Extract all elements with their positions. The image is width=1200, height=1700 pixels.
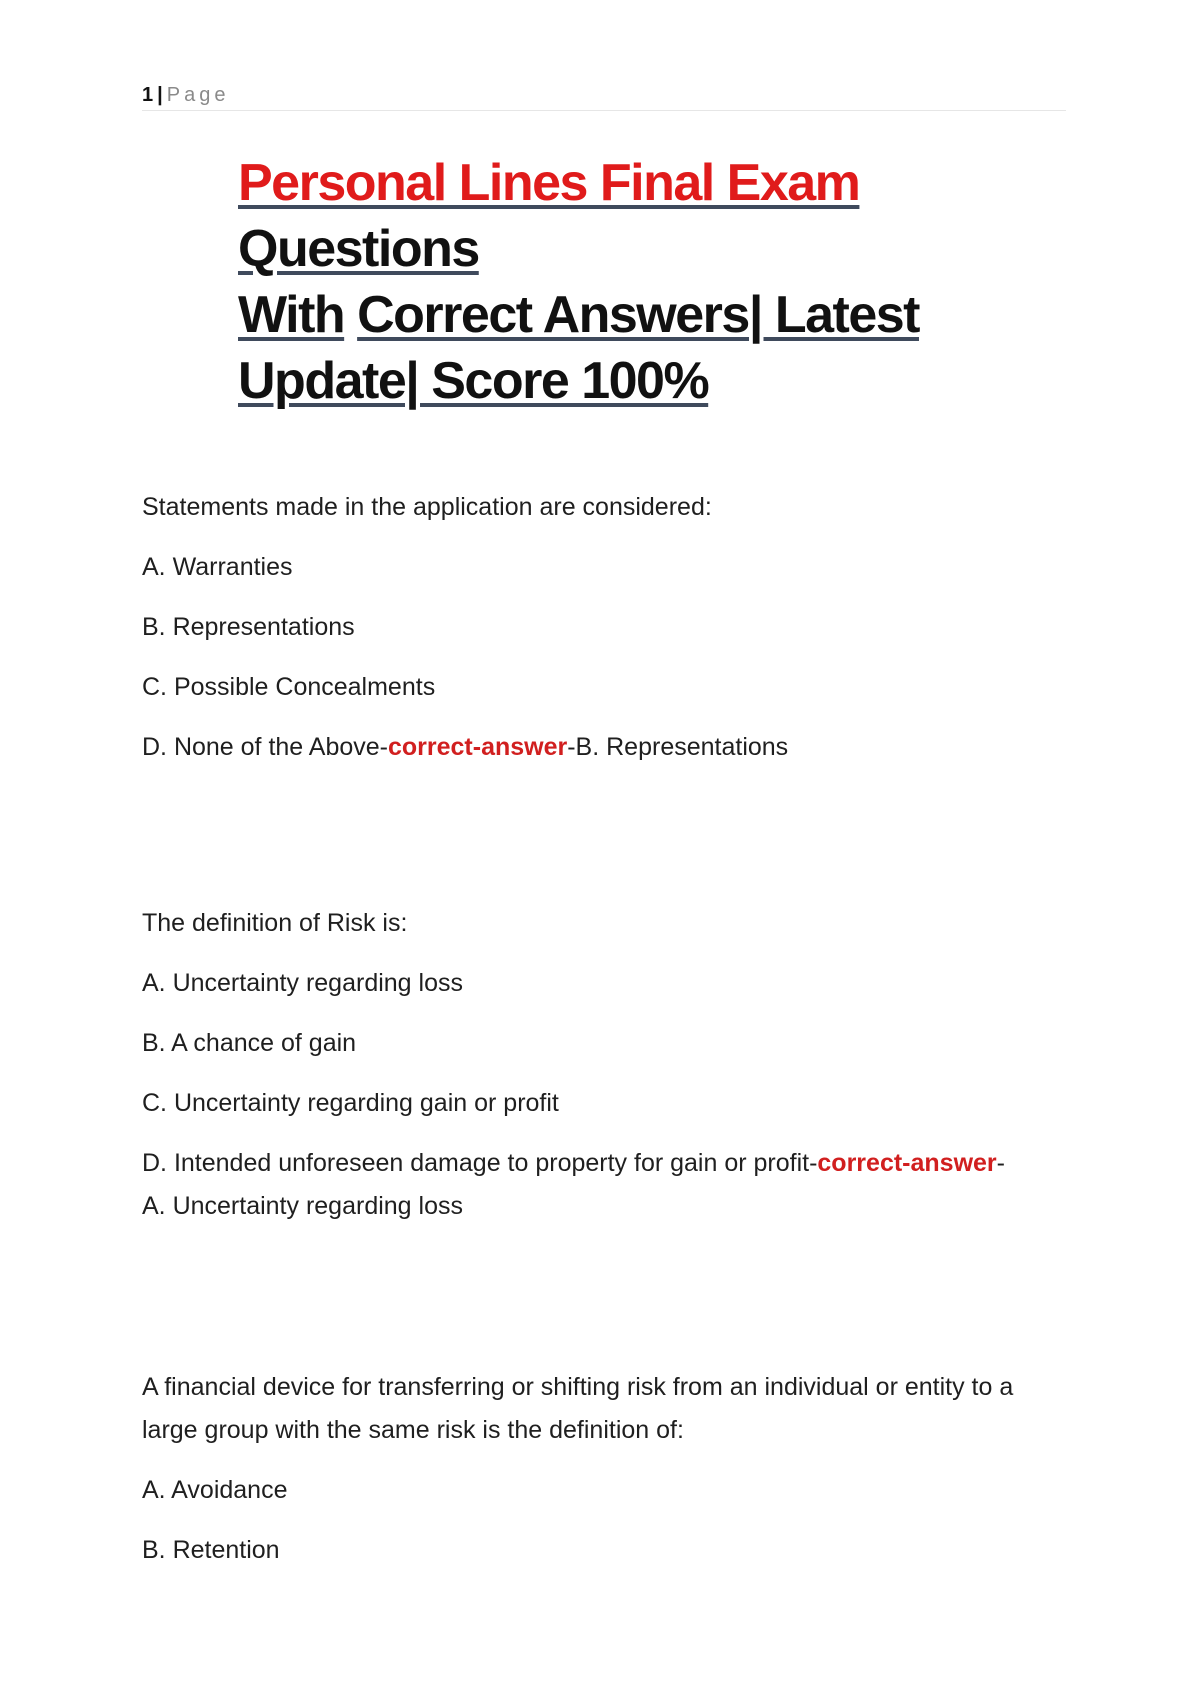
correct-answer-label: correct-answer	[387, 733, 568, 761]
page-label: Page	[166, 84, 230, 106]
option-d-text: D. Intended unforeseen damage to property for gain or profit-	[142, 1149, 818, 1177]
option-c: C. Uncertainty regarding gain or profit	[142, 1089, 559, 1117]
option-c: C. Possible Concealments	[142, 673, 436, 701]
option-a: A. Warranties	[142, 553, 293, 581]
page-number: 1	[142, 84, 154, 106]
question-3	[142, 1366, 1042, 1572]
title-part-update: Update| Score 100%	[238, 352, 709, 410]
question-1	[142, 486, 1042, 769]
question-stem: A financial device for transferring or shifting risk from an individual or entity to a large group with the same risk is the definition of:	[142, 1373, 1014, 1444]
page-separator: |	[157, 84, 163, 106]
correct-answer-label: correct-answer	[817, 1149, 997, 1177]
answer-text: -	[996, 1149, 1005, 1177]
title-part-correct-answers: Correct Answers| Latest	[357, 286, 919, 344]
option-a: A. Avoidance	[142, 1476, 288, 1504]
option-d-text: D. None of the Above-	[142, 733, 388, 761]
question-stem: Statements made in the application are considered:	[142, 493, 712, 521]
question-stem: The definition of Risk is:	[142, 909, 408, 937]
option-b: B. A chance of gain	[142, 1029, 357, 1057]
document-title	[238, 150, 1078, 414]
option-b: B. Representations	[142, 613, 355, 641]
title-part-with: With	[238, 286, 345, 344]
option-d	[142, 726, 1042, 769]
page-header	[142, 80, 1066, 111]
option-d	[142, 1142, 1042, 1185]
option-a: A. Uncertainty regarding loss	[142, 969, 463, 997]
answer-text: -B. Representations	[567, 733, 789, 761]
title-part-questions: Questions	[238, 220, 479, 278]
answer-continued: A. Uncertainty regarding loss	[142, 1192, 463, 1220]
title-red-part: Personal Lines Final Exam	[238, 154, 860, 212]
option-b: B. Retention	[142, 1536, 280, 1564]
question-2	[142, 902, 1042, 1228]
